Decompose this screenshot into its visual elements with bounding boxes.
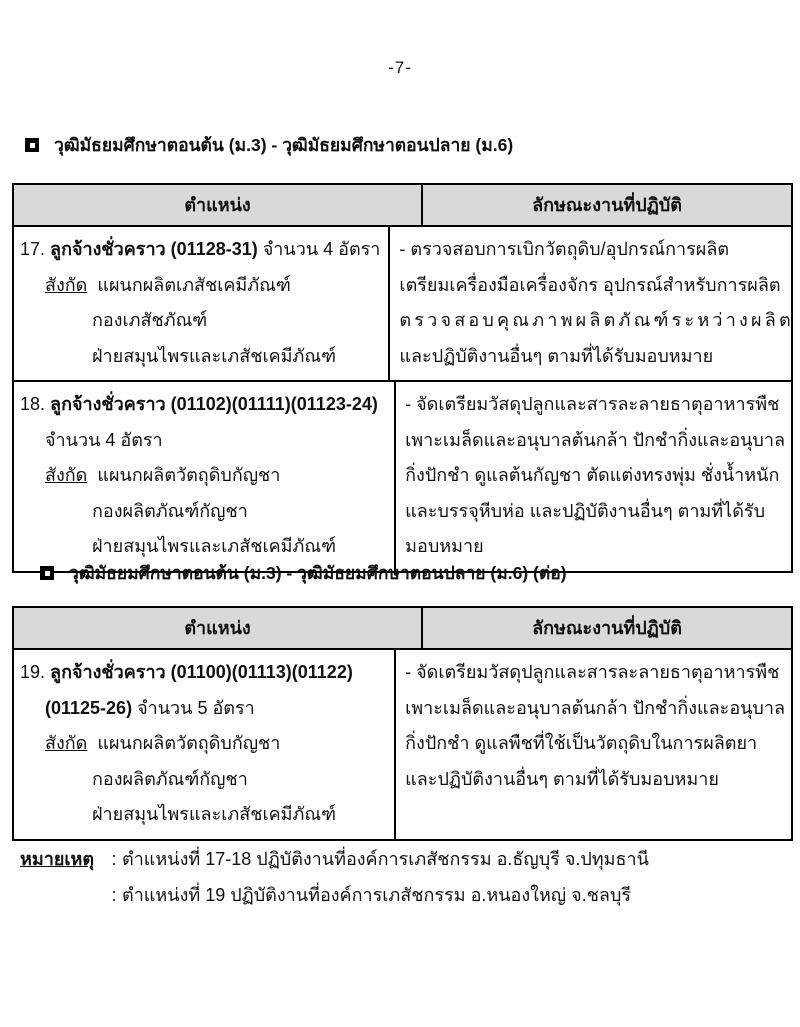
- position-cell-17: [14, 227, 390, 380]
- position-18-affiliation-line: [45, 458, 386, 494]
- affiliation-label: สังกัด: [45, 274, 88, 295]
- position-17-title-line: [20, 232, 380, 268]
- duty-line: และบรรจุหีบห่อ และปฏิบัติงานอื่นๆ ตามที่ได้รับ: [405, 500, 765, 521]
- position-18-bureau: ฝ่ายสมุนไพรและเภสัชเคมีภัณฑ์: [92, 536, 337, 556]
- duty-line: - จัดเตรียมวัสดุปลูกและสารละลายธาตุอาหารพืช: [405, 394, 780, 414]
- duty-line: มอบหมาย: [405, 536, 484, 556]
- positions-table-1: [12, 183, 793, 573]
- remark-line-2: ตำแหน่งที่ 19 ปฏิบัติงานที่องค์การเภสัชกรรม อ.หนองใหญ่ จ.ชลบุรี: [122, 885, 632, 905]
- position-18-number: 18.: [20, 394, 46, 414]
- section-bullet-icon: [40, 566, 54, 580]
- position-cell-19: [14, 650, 396, 839]
- table-row-17: [14, 227, 794, 382]
- table-row-18: [14, 382, 791, 571]
- table-1-header-duties: ลักษณะงานที่ปฏิบัติ: [532, 195, 682, 215]
- position-17-number: 17.: [20, 239, 46, 259]
- duty-line: กิ่งปักชำ ดูแลพืชที่ใช้เป็นวัตถุดิบในการผลิตยา: [405, 733, 758, 753]
- remarks-colon: :: [111, 885, 117, 905]
- position-19-number: 19.: [20, 662, 46, 682]
- duties-cell-19: [396, 650, 791, 839]
- position-19-department: แผนกผลิตวัตถุดิบกัญชา: [97, 733, 281, 753]
- table-2-header-row: [14, 608, 791, 650]
- position-19-affiliation-line: [45, 726, 386, 762]
- position-17-title: ลูกจ้างชั่วคราว (01128-31): [50, 239, 258, 259]
- position-19-division: กองผลิตภัณฑ์กัญชา: [92, 768, 248, 789]
- position-19-title-line: [20, 655, 386, 691]
- position-18-department: แผนกผลิตวัตถุดิบกัญชา: [97, 465, 281, 485]
- section-heading-2-text: วุฒิมัธยมศึกษาตอนต้น (ม.3) - วุฒิมัธยมศึกษาตอนปลาย (ม.6) (ต่อ): [69, 563, 567, 583]
- position-19-bureau: ฝ่ายสมุนไพรและเภสัชเคมีภัณฑ์: [92, 804, 337, 824]
- position-19-title-cont: (01125-26): [45, 697, 133, 718]
- duty-line: เพาะเมล็ดและอนุบาลต้นกล้า ปักชำกิ่งและอนุบาล: [405, 429, 785, 450]
- remarks-label-spacer: [20, 877, 106, 913]
- position-19-title-line-2: [45, 691, 386, 727]
- duty-line: - จัดเตรียมวัสดุปลูกและสารละลายธาตุอาหารพืช: [405, 662, 780, 682]
- section-heading-2: [40, 559, 567, 587]
- duty-line: - ตรวจสอบการเบิกวัตถุดิบ/อุปกรณ์การผลิต: [399, 239, 730, 259]
- remarks-block: [20, 841, 786, 913]
- duty-line: และปฏิบัติงานอื่นๆ ตามที่ได้รับมอบหมาย: [405, 768, 719, 789]
- affiliation-label: สังกัด: [45, 465, 88, 485]
- table-1-header-row: [14, 185, 791, 227]
- duties-cell-17: [390, 227, 799, 380]
- position-18-title-line: [20, 387, 386, 423]
- position-17-affiliation-line: [45, 268, 380, 304]
- duty-line: กิ่งปักชำ ดูแลต้นกัญชา ตัดแต่งทรงพุ่ม ชั่งน้ำหนัก: [405, 465, 780, 485]
- position-17-division: กองเภสัชภัณฑ์: [92, 310, 208, 330]
- table-2-header-duties: ลักษณะงานที่ปฏิบัติ: [532, 618, 682, 638]
- positions-table-2: [12, 606, 793, 841]
- position-18-count: จำนวน 4 อัตรา: [45, 429, 163, 450]
- duty-line: เพาะเมล็ดและอนุบาลต้นกล้า ปักชำกิ่งและอนุบาล: [405, 697, 785, 718]
- position-17-department: แผนกผลิตเภสัชเคมีภัณฑ์: [97, 274, 291, 295]
- section-heading-1-text: วุฒิมัธยมศึกษาตอนต้น (ม.3) - วุฒิมัธยมศึกษาตอนปลาย (ม.6): [54, 135, 514, 155]
- affiliation-label: สังกัด: [45, 733, 88, 753]
- duty-line: และปฏิบัติงานอื่นๆ ตามที่ได้รับมอบหมาย: [399, 345, 714, 366]
- remark-line-1: ตำแหน่งที่ 17-18 ปฏิบัติงานที่องค์การเภสัชกรรม อ.ธัญบุรี จ.ปทุมธานี: [122, 849, 649, 869]
- remarks-colon: :: [111, 849, 117, 869]
- table-1-header-position: ตำแหน่ง: [14, 185, 423, 225]
- duties-cell-18: [396, 382, 791, 571]
- section-heading-1: [25, 131, 513, 159]
- position-19-count: จำนวน 5 อัตรา: [137, 697, 255, 718]
- position-18-title: ลูกจ้างชั่วคราว (01102)(01111)(01123-24): [50, 394, 378, 414]
- position-17-bureau: ฝ่ายสมุนไพรและเภสัชเคมีภัณฑ์: [92, 345, 337, 366]
- page-number: -7-: [388, 58, 412, 77]
- position-18-division: กองผลิตภัณฑ์กัญชา: [92, 500, 248, 521]
- position-19-title: ลูกจ้างชั่วคราว (01100)(01113)(01122): [50, 662, 353, 682]
- position-cell-18: [14, 382, 396, 571]
- remarks-label: หมายเหตุ: [20, 849, 95, 869]
- table-2-header-position: ตำแหน่ง: [14, 608, 423, 648]
- duty-line: เตรียมเครื่องมือเครื่องจักร อุปกรณ์สำหรับการผลิต: [399, 274, 781, 295]
- table-row-19: [14, 650, 791, 839]
- section-bullet-icon: [25, 138, 39, 152]
- duty-line: ตรวจสอบคุณภาพผลิตภัณฑ์ระหว่างผลิต: [399, 310, 794, 330]
- position-17-count: จำนวน 4 อัตรา: [262, 239, 381, 259]
